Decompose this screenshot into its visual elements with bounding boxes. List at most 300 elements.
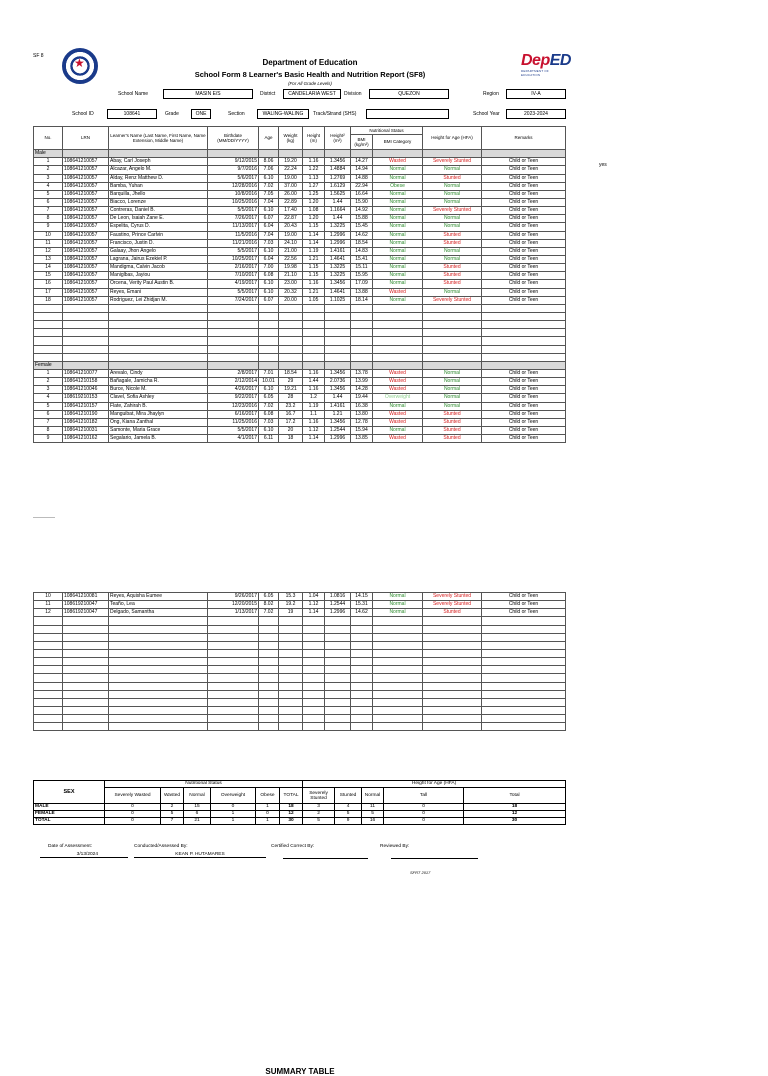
summary-cell: 0 (105, 804, 161, 811)
cell-height2 (325, 723, 351, 731)
cell-no (34, 312, 63, 320)
col-no: No. (34, 127, 63, 150)
cell-height: 1.2 (303, 394, 325, 402)
cell-height: 1.14 (303, 609, 325, 617)
cell-birthdate (208, 353, 259, 361)
cell-height (303, 312, 325, 320)
summary-sex-header: SEX (34, 781, 105, 804)
cell-lrn (63, 698, 109, 706)
summary-cell: 6 (184, 811, 211, 818)
cell-height: 1.19 (303, 247, 325, 255)
cell-bmi (351, 625, 373, 633)
certified-label: Certified Correct By: (271, 844, 315, 849)
table-row (34, 625, 566, 633)
form-title: School Form 8 Learner's Basic Health and Nutrition Report (SF8) (194, 70, 426, 79)
track-label: Track/Strand (SHS) (313, 111, 357, 117)
table-row (34, 410, 566, 418)
cell-weight: 19.2 (279, 601, 303, 609)
cell-height2: 1.44 (325, 215, 351, 223)
summary-cell: 5 (362, 811, 384, 818)
cell-no: 15 (34, 272, 63, 280)
cell-remarks: Child or Teen (482, 174, 566, 182)
cell-weight (279, 304, 303, 312)
cell-weight: 20.00 (279, 296, 303, 304)
cell-name (109, 337, 208, 345)
cell-no (34, 674, 63, 682)
table-row (34, 418, 566, 426)
cell-remarks: Child or Teen (482, 394, 566, 402)
school-id-field[interactable]: 108641 (107, 109, 157, 119)
cell-age (259, 345, 279, 353)
cell-bmi-category: Wasted (373, 378, 423, 386)
cell-name: Francisco, Justin D. (109, 239, 208, 247)
cell-hfa: Severely Stunted (423, 601, 482, 609)
cell-no: 13 (34, 255, 63, 263)
cell-bmi: 14.28 (351, 386, 373, 394)
summary-row-label: TOTAL (34, 818, 105, 825)
summary-cell: 0 (384, 811, 464, 818)
cell-height2: 1.2544 (325, 426, 351, 434)
cell-height2 (325, 706, 351, 714)
grade-field[interactable]: ONE (191, 109, 211, 119)
cell-remarks: Child or Teen (482, 223, 566, 231)
cell-name (109, 682, 208, 690)
cell-height: 1.15 (303, 223, 325, 231)
cell-no: 1 (34, 158, 63, 166)
conducted-value[interactable]: KEAN P. HUTAMARES (134, 852, 266, 858)
cell-remarks (482, 666, 566, 674)
summary-cell: 0 (105, 818, 161, 825)
summary-row (34, 811, 566, 818)
cell-remarks (482, 706, 566, 714)
cell-lrn (63, 304, 109, 312)
cell-height (303, 682, 325, 690)
cell-bmi (351, 706, 373, 714)
cell-remarks (482, 329, 566, 337)
section-filler (109, 361, 208, 369)
cell-age: 6.07 (259, 215, 279, 223)
cell-age (259, 723, 279, 731)
region-label: Region (483, 91, 499, 97)
col-hfa: Height for Age (HFA) (423, 127, 482, 150)
cell-age (259, 674, 279, 682)
cell-no (34, 658, 63, 666)
reviewed-label: Reviewed By: (380, 844, 410, 849)
cell-hfa: Normal (423, 166, 482, 174)
cell-remarks (482, 337, 566, 345)
cell-name (109, 649, 208, 657)
cell-bmi (351, 658, 373, 666)
cell-weight: 16.7 (279, 410, 303, 418)
cell-name: Faustino, Prince Carlvin (109, 231, 208, 239)
cell-birthdate (208, 304, 259, 312)
col-nutritional-status: Nutritional Status (351, 127, 423, 135)
summary-cell: 9 (335, 818, 362, 825)
table-row (34, 641, 566, 649)
table-row (34, 617, 566, 625)
section-filler (259, 150, 279, 158)
cell-height: 1.16 (303, 386, 325, 394)
cell-no (34, 682, 63, 690)
cell-height2: 1.2996 (325, 609, 351, 617)
summary-col-header: TOTAL (280, 788, 303, 804)
col-bmi: BMI (kg/m²) (351, 135, 373, 150)
cell-weight (279, 345, 303, 353)
cell-no: 8 (34, 426, 63, 434)
cell-bmi-category: Wasted (373, 288, 423, 296)
cell-age: 6.05 (259, 394, 279, 402)
cell-remarks: Child or Teen (482, 410, 566, 418)
col-birthdate: Birthdate (MM/DD/YYYY) (208, 127, 259, 150)
cell-remarks (482, 345, 566, 353)
reviewed-signature-line[interactable] (391, 852, 478, 859)
cell-name: Bañagale, Jamicha R. (109, 378, 208, 386)
section-filler (63, 150, 109, 158)
cell-lrn: 108641210057 (63, 288, 109, 296)
cell-bmi: 15.31 (351, 601, 373, 609)
cell-age: 6.11 (259, 435, 279, 443)
cell-height2: 1.44 (325, 198, 351, 206)
cell-birthdate (208, 698, 259, 706)
division-field[interactable]: QUEZON (369, 89, 449, 99)
cell-age (259, 666, 279, 674)
cell-remarks: Child or Teen (482, 272, 566, 280)
cell-no: 1 (34, 369, 63, 377)
cell-age: 7.00 (259, 264, 279, 272)
cell-no (34, 345, 63, 353)
cell-age: 6.04 (259, 223, 279, 231)
cell-bmi-category (373, 666, 423, 674)
cell-height (303, 698, 325, 706)
cell-no: 6 (34, 410, 63, 418)
cell-weight: 26.00 (279, 190, 303, 198)
cell-height2: 1.2996 (325, 239, 351, 247)
summary-hfa-header: Height for Age (HFA) (303, 781, 566, 788)
cell-bmi (351, 715, 373, 723)
cell-height: 1.22 (303, 166, 325, 174)
school-id-label: School ID (72, 111, 94, 117)
cell-age: 7.03 (259, 418, 279, 426)
cell-hfa: Normal (423, 394, 482, 402)
cell-weight: 29 (279, 378, 303, 386)
cell-age: 8.02 (259, 601, 279, 609)
cell-lrn (63, 633, 109, 641)
certified-signature-line[interactable] (283, 852, 368, 859)
cell-bmi-category (373, 649, 423, 657)
cell-hfa: Stunted (423, 264, 482, 272)
cell-birthdate (208, 706, 259, 714)
summary-cell: 18 (280, 804, 303, 811)
section-filler (373, 150, 423, 158)
cell-lrn (63, 329, 109, 337)
cell-lrn (63, 312, 109, 320)
section-header-row (34, 150, 566, 158)
cell-weight: 17.2 (279, 418, 303, 426)
cell-height: 1.19 (303, 402, 325, 410)
cell-lrn (63, 690, 109, 698)
table-row (34, 715, 566, 723)
school-year-field[interactable]: 2023-2024 (506, 109, 566, 119)
cell-bmi (351, 682, 373, 690)
cell-bmi-category: Normal (373, 601, 423, 609)
cell-height2: 1.4641 (325, 288, 351, 296)
section-filler (303, 150, 325, 158)
summary-cell: 7 (161, 818, 184, 825)
cell-bmi (351, 723, 373, 731)
cell-lrn (63, 649, 109, 657)
cell-weight: 18.54 (279, 369, 303, 377)
cell-no: 6 (34, 198, 63, 206)
date-value[interactable]: 3/13/2024 (40, 852, 128, 858)
district-field[interactable]: CANDELARIA WEST (283, 89, 341, 99)
cell-hfa (423, 690, 482, 698)
cell-remarks (482, 641, 566, 649)
cell-name: Manguibat, Mira Jhaylyn (109, 410, 208, 418)
cell-lrn (63, 625, 109, 633)
cell-lrn: 108641210057 (63, 223, 109, 231)
cell-bmi: 17.09 (351, 280, 373, 288)
cell-remarks: Child or Teen (482, 369, 566, 377)
cell-lrn (63, 617, 109, 625)
section-header-row (34, 361, 566, 369)
cell-height2: 1.1664 (325, 207, 351, 215)
cell-bmi: 14.62 (351, 231, 373, 239)
cell-lrn: 108641210057 (63, 207, 109, 215)
cell-name: Alcazar, Angelo M. (109, 166, 208, 174)
cell-bmi (351, 698, 373, 706)
table-row (34, 166, 566, 174)
cell-bmi (351, 641, 373, 649)
section-filler (63, 361, 109, 369)
cell-weight (279, 617, 303, 625)
cell-name (109, 674, 208, 682)
table-row (34, 190, 566, 198)
cell-birthdate: 12/23/2016 (208, 402, 259, 410)
cell-weight: 37.00 (279, 182, 303, 190)
cell-bmi (351, 674, 373, 682)
cell-age: 6.10 (259, 426, 279, 434)
cell-weight: 28 (279, 394, 303, 402)
cell-no: 17 (34, 288, 63, 296)
cell-bmi: 14.94 (351, 166, 373, 174)
cell-bmi-category (373, 304, 423, 312)
col-weight: Weight (kg) (279, 127, 303, 150)
cell-height: 1.12 (303, 601, 325, 609)
cell-hfa: Normal (423, 198, 482, 206)
cell-birthdate: 4/1/2017 (208, 435, 259, 443)
cell-age: 10.01 (259, 378, 279, 386)
cell-name: Contreras, Daniel B. (109, 207, 208, 215)
cell-no: 10 (34, 593, 63, 601)
cell-remarks: Child or Teen (482, 207, 566, 215)
cell-lrn: 108641210077 (63, 369, 109, 377)
cell-no (34, 649, 63, 657)
section-filler (303, 361, 325, 369)
cell-height2: 1.5625 (325, 190, 351, 198)
cell-name: Espelita, Cyrus D. (109, 223, 208, 231)
cell-name (109, 353, 208, 361)
cell-lrn: 108641210057 (63, 215, 109, 223)
section-label: Male (34, 150, 63, 158)
cell-bmi-category: Overweight (373, 394, 423, 402)
cell-birthdate: 5/5/2017 (208, 247, 259, 255)
summary-cell: 1 (256, 804, 280, 811)
cell-lrn: 108619210047 (63, 601, 109, 609)
cell-hfa: Normal (423, 223, 482, 231)
cell-hfa (423, 682, 482, 690)
cell-lrn: 108641210190 (63, 410, 109, 418)
cell-birthdate: 9/12/2015 (208, 158, 259, 166)
cell-age (259, 658, 279, 666)
cell-bmi: 14.83 (351, 247, 373, 255)
cell-hfa (423, 304, 482, 312)
cell-bmi (351, 666, 373, 674)
cell-name: Barquilla, Jhello (109, 190, 208, 198)
cell-height: 1.16 (303, 280, 325, 288)
school-name-field[interactable]: MASIN E/S (163, 89, 253, 99)
cell-height2: 1.3456 (325, 280, 351, 288)
cell-no: 18 (34, 296, 63, 304)
cell-birthdate: 10/25/2017 (208, 255, 259, 263)
summary-cell: 0 (384, 818, 464, 825)
cell-weight: 19 (279, 609, 303, 617)
table-row (34, 682, 566, 690)
section-field[interactable]: WALING-WALING (257, 109, 309, 119)
cell-remarks (482, 658, 566, 666)
summary-row-label: FEMALE (34, 811, 105, 818)
cell-height: 1.15 (303, 272, 325, 280)
cell-birthdate (208, 617, 259, 625)
cell-no: 16 (34, 280, 63, 288)
cell-no: 4 (34, 394, 63, 402)
table-row (34, 345, 566, 353)
cell-age: 7.04 (259, 198, 279, 206)
summary-cell: 4 (335, 804, 362, 811)
col-height: Height (m) (303, 127, 325, 150)
cell-remarks (482, 312, 566, 320)
table-row (34, 337, 566, 345)
cell-bmi (351, 345, 373, 353)
section-filler (423, 150, 482, 158)
school-name-label: School Name (118, 91, 149, 97)
cell-bmi-category: Wasted (373, 369, 423, 377)
cell-bmi-category: Normal (373, 166, 423, 174)
cell-hfa: Normal (423, 378, 482, 386)
cell-name: Bamba, Yuhan (109, 182, 208, 190)
cell-height2: 1.4161 (325, 247, 351, 255)
cell-age (259, 682, 279, 690)
learner-table-continued (33, 592, 566, 731)
cell-weight (279, 321, 303, 329)
cell-weight (279, 633, 303, 641)
cell-hfa: Stunted (423, 435, 482, 443)
cell-bmi (351, 617, 373, 625)
cell-height2 (325, 321, 351, 329)
cell-height: 1.14 (303, 435, 325, 443)
cell-hfa: Severely Stunted (423, 207, 482, 215)
section-filler (109, 150, 208, 158)
cell-name (109, 321, 208, 329)
cell-age: 8.06 (259, 158, 279, 166)
cell-height: 1.20 (303, 198, 325, 206)
cell-age: 7.02 (259, 182, 279, 190)
region-field[interactable]: IV-A (506, 89, 566, 99)
cell-name: Orcena, Verity Paul Austin B. (109, 280, 208, 288)
cell-lrn: 108641210057 (63, 280, 109, 288)
summary-cell: 1 (211, 811, 256, 818)
cell-name: Delgado, Samantha (109, 609, 208, 617)
cell-lrn: 108641210057 (63, 272, 109, 280)
cell-height (303, 641, 325, 649)
cell-age (259, 312, 279, 320)
cell-birthdate (208, 329, 259, 337)
cell-weight: 19.00 (279, 174, 303, 182)
cell-lrn (63, 715, 109, 723)
department-title: Department of Education (262, 58, 358, 67)
section-filler (373, 361, 423, 369)
table-row (34, 158, 566, 166)
summary-col-header: Overweight (211, 788, 256, 804)
cell-no: 4 (34, 182, 63, 190)
cell-weight: 19.00 (279, 231, 303, 239)
summary-cell: 3 (303, 804, 335, 811)
cell-age (259, 617, 279, 625)
cell-lrn: 108641210057 (63, 296, 109, 304)
cell-remarks: Child or Teen (482, 264, 566, 272)
cell-bmi-category: Normal (373, 174, 423, 182)
cell-age (259, 641, 279, 649)
summary-col-header: Severely Stunted (303, 788, 335, 804)
cell-hfa (423, 715, 482, 723)
cell-remarks (482, 723, 566, 731)
summary-col-header: Wasted (161, 788, 184, 804)
cell-name: Flate, Zahirah B. (109, 402, 208, 410)
cell-birthdate (208, 682, 259, 690)
cell-bmi-category (373, 312, 423, 320)
cell-height2: 1.6129 (325, 182, 351, 190)
table-row (34, 198, 566, 206)
cell-weight (279, 625, 303, 633)
section-filler (259, 361, 279, 369)
cell-birthdate: 9/22/2017 (208, 394, 259, 402)
cell-remarks: Child or Teen (482, 239, 566, 247)
summary-col-header: Normal (362, 788, 384, 804)
track-field[interactable] (366, 109, 449, 119)
cell-age (259, 649, 279, 657)
cell-no: 2 (34, 378, 63, 386)
table-row (34, 304, 566, 312)
section-filler (351, 361, 373, 369)
cell-bmi: 15.90 (351, 198, 373, 206)
cell-name: Mandigma, Calvin Jacob (109, 264, 208, 272)
cell-bmi: 16.38 (351, 402, 373, 410)
col-height2: Height² (m²) (325, 127, 351, 150)
cell-hfa (423, 674, 482, 682)
cell-no (34, 625, 63, 633)
cell-age: 7.01 (259, 369, 279, 377)
cell-height (303, 666, 325, 674)
cell-birthdate: 5/5/2017 (208, 426, 259, 434)
cell-height2: 1.3456 (325, 386, 351, 394)
cell-name (109, 345, 208, 353)
cell-name: Lagrana, Jairus Ezekiel P. (109, 255, 208, 263)
cell-lrn (63, 337, 109, 345)
cell-name (109, 666, 208, 674)
cell-height: 1.21 (303, 288, 325, 296)
cell-bmi-category (373, 641, 423, 649)
table-row (34, 666, 566, 674)
cell-no: 11 (34, 601, 63, 609)
